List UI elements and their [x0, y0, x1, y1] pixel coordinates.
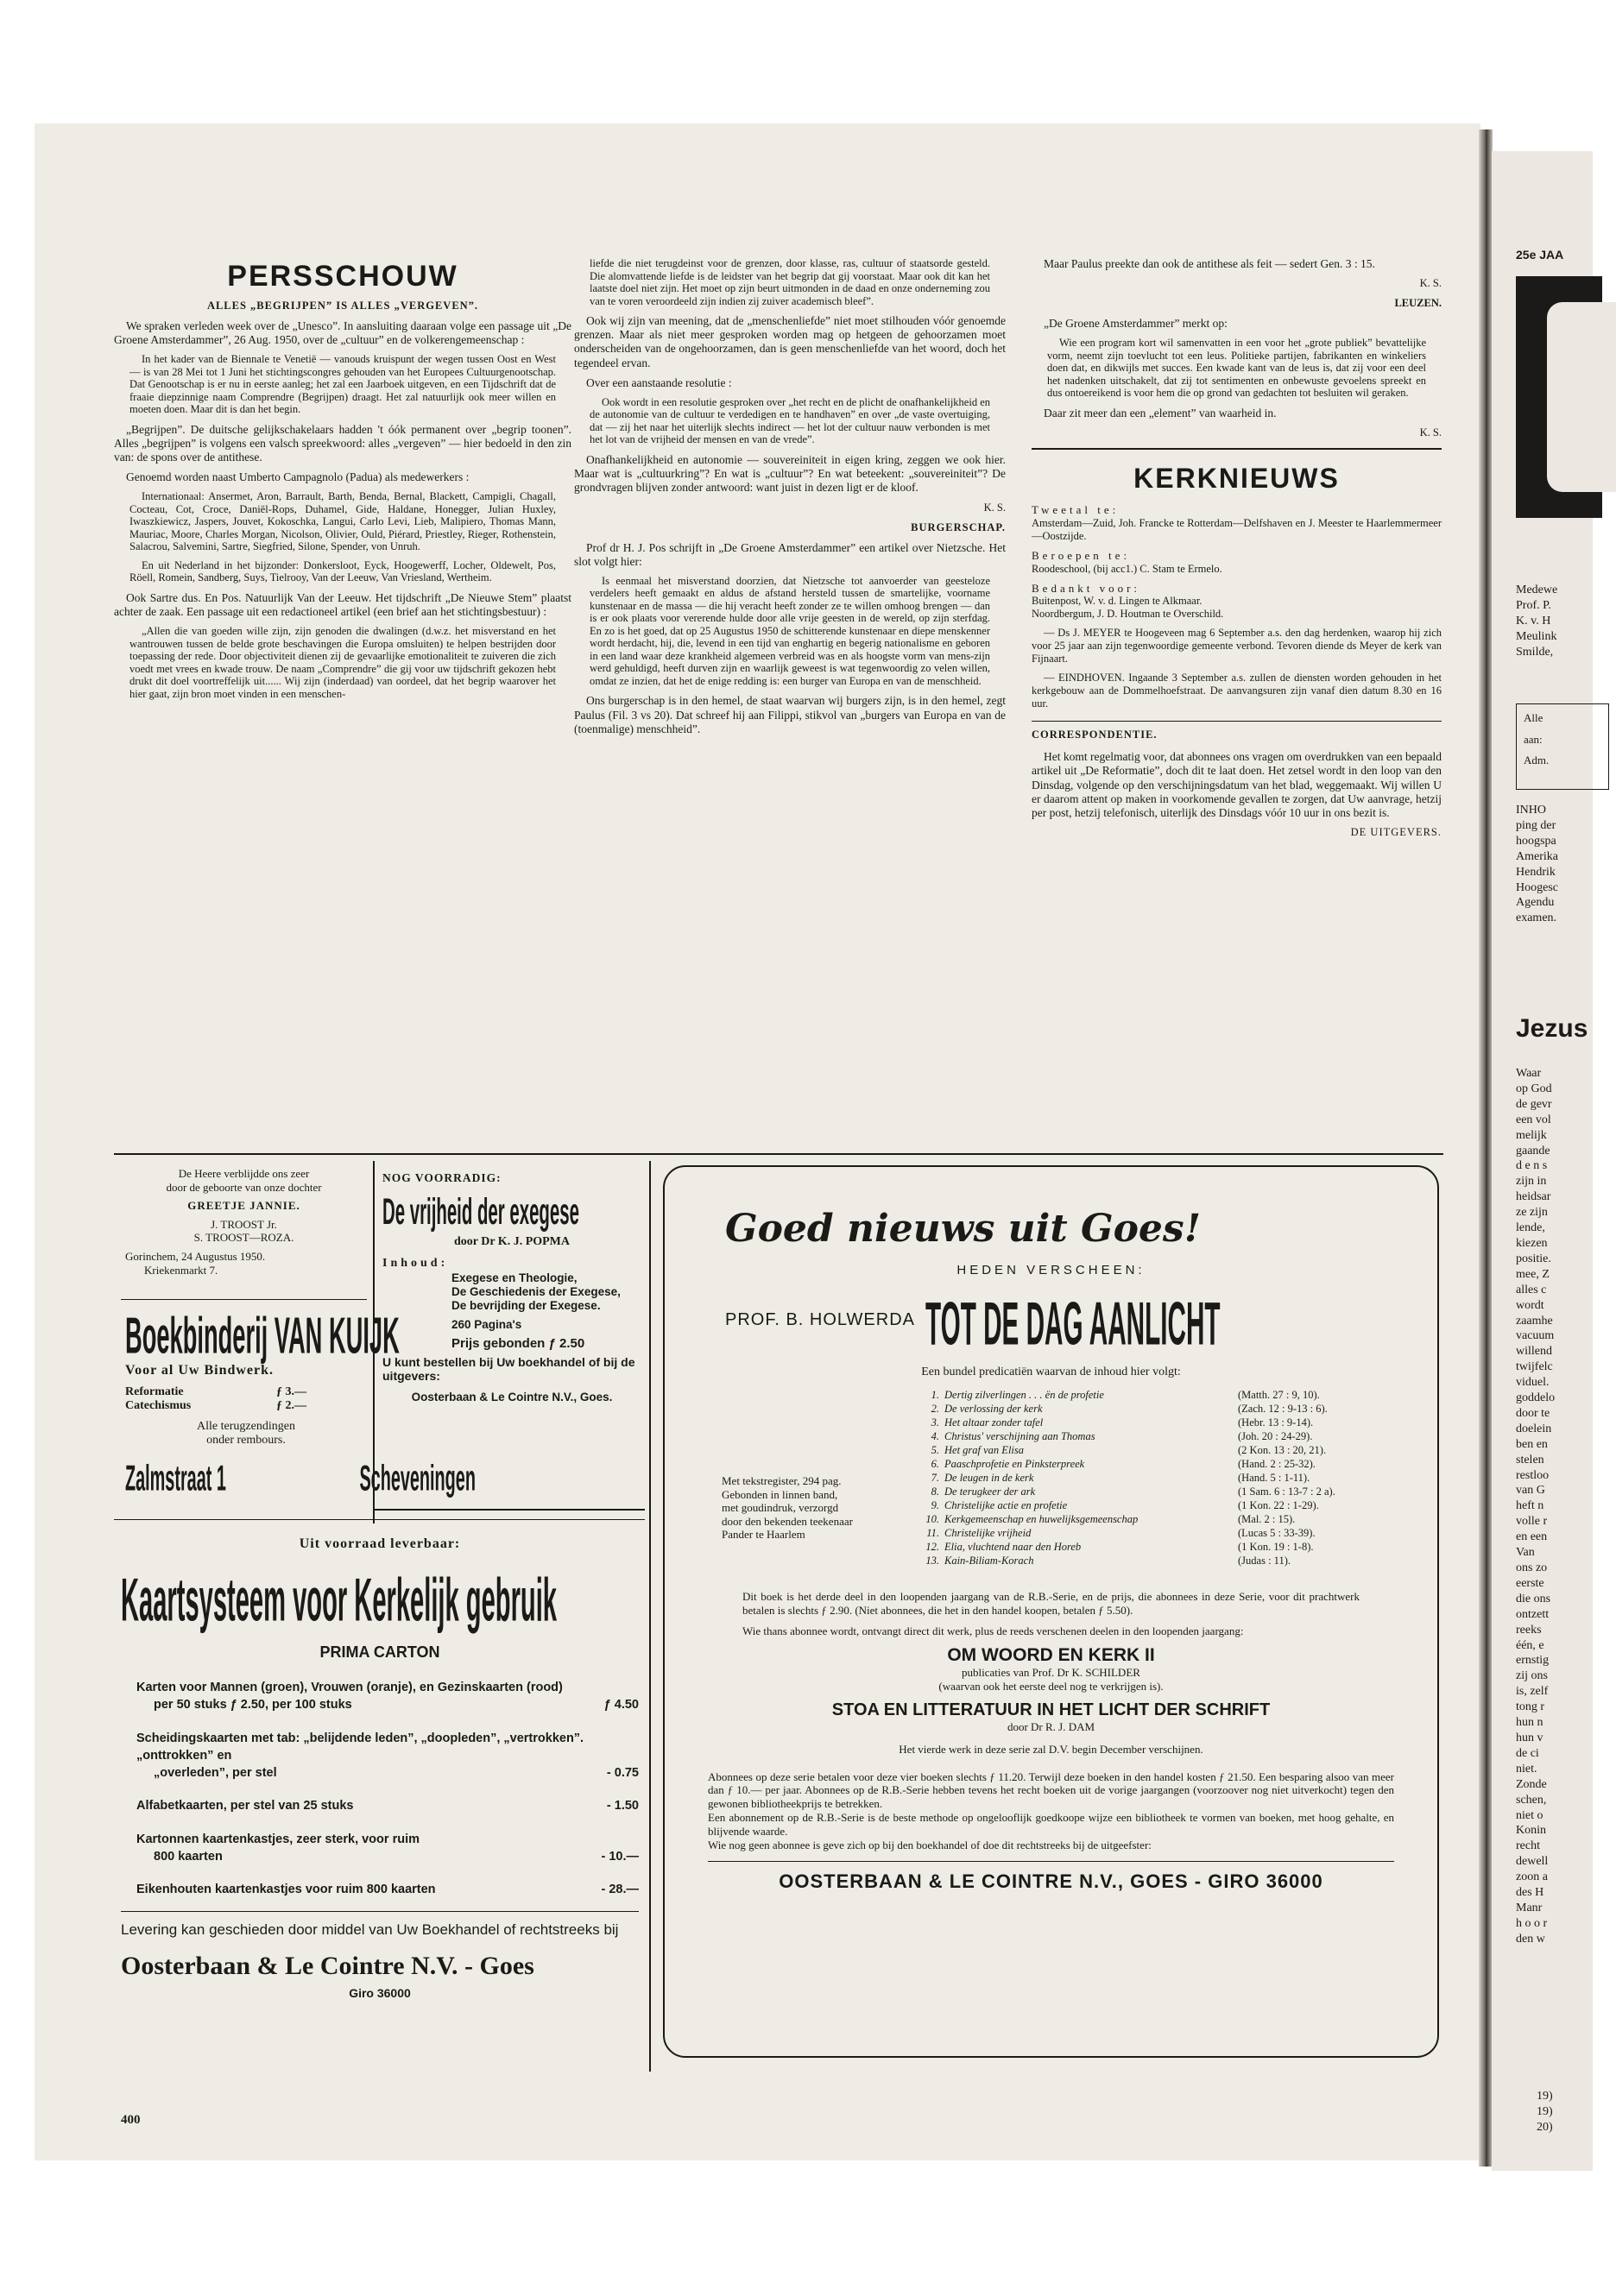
fragment-line: viduel.	[1516, 1376, 1550, 1390]
fragment-line: ping der	[1516, 818, 1556, 832]
toc-reference: (Hand. 5 : 1-11).	[1238, 1472, 1310, 1484]
section-heading: BURGERSCHAP.	[911, 520, 1006, 533]
quote-block	[590, 257, 990, 307]
toc-reference: (Lucas 5 : 33-39).	[1238, 1527, 1316, 1539]
toc-reference: (Hand. 2 : 25-32).	[1238, 1458, 1316, 1470]
label: Beroepen te:	[1032, 549, 1131, 563]
fragment-line: heft n	[1516, 1499, 1544, 1513]
kuijk-sub: Voor al Uw Bindwerk.	[125, 1363, 275, 1378]
address: Kriekenmarkt 7.	[144, 1263, 218, 1277]
fragment-line: heidsar	[1516, 1190, 1551, 1204]
fragment-line: Smilde,	[1516, 645, 1554, 659]
ad-van-kuijk	[125, 1308, 476, 1515]
persschouw-subtitle: ALLES „BEGRIJPEN” IS ALLES „VERGEVEN”.	[206, 299, 479, 312]
kaart-giro: Giro 36000	[349, 1985, 411, 2000]
column-persschouw	[114, 259, 571, 707]
toc-row	[920, 1429, 1335, 1443]
fragment-line: Amerika	[1516, 849, 1558, 863]
goes-note: Het vierde werk in deze serie zal D.V. begin December verschijnen.	[899, 1742, 1203, 1756]
goes-series-2: STOA EN LITTERATUUR IN HET LICHT DER SCHRIFT	[831, 1700, 1271, 1719]
fragment-line: Waar	[1516, 1067, 1542, 1080]
toc-reference: (Hebr. 13 : 9-14).	[1238, 1416, 1314, 1429]
section-divider	[114, 1153, 1443, 1155]
paragraph: Ook wij zijn van meening, dat de „menschenliefde” niet moet stilhouden vóór genoemde grenzen. Maar als niet meer gesproken worden mag op hetgeen de gehoorzamen moet onderscheiden van de ongehoorzamen, dan is geen menschenliefde van het woord, doch het tegendeel ervan.	[574, 314, 1006, 369]
divider	[114, 1519, 645, 1520]
fragment-line: de ci	[1516, 1746, 1539, 1760]
adjacent-masthead-block	[1516, 276, 1602, 518]
toc-title: Kerkgemeenschap en huwelijksgemeenschap	[944, 1513, 1139, 1525]
paragraph: — Ds J. MEYER te Hoogeveen mag 6 September a.s. den dag herdenken, waarop hij zich voor 25 jaar aan zijn tegenwoordige gemeente verbond. Tevoren diende ds Meyer de kerk van Fijnaart.	[1032, 627, 1442, 665]
popma-order: U kunt bestellen bij Uw boekhandel of bij de uitgevers:	[382, 1354, 635, 1384]
goes-book-title: TOT DE DAG AANLICHT	[925, 1290, 1221, 1359]
fragment-line: d e n s	[1516, 1159, 1548, 1173]
goes-book-details: Met tekstregister, 294 pag. Gebonden in linnen band, met goudindruk, verzorgd door den bekenden teekenaar Pander te Haarlem	[722, 1474, 853, 1542]
fragment-line: ontzett	[1516, 1607, 1550, 1621]
toc-reference: (1 Kon. 19 : 1-8).	[1238, 1541, 1314, 1553]
paragraph: „Begrijpen”. De duitsche gelijkschakelaars hadden 't óók permanent over „begrip toonen”. Alles „begrijpen” is volgens een valsch spreekwoord: alles „vergeven” — hier bedoeld in den zin van: de spons over de antithese.	[114, 422, 571, 464]
toc-number: 8.	[931, 1485, 939, 1498]
paragraph: Ons burgerschap is in den hemel, de staat waarvan wij burgers zijn, is in den hemel, zegt Paulus (Fil. 3 vs 20). Dat schreef hij aan Filippi, stikvol van „burgers van Europa en van de (toenmalige) menschheid”.	[574, 694, 1006, 735]
fragment-line: Manr	[1516, 1901, 1543, 1914]
toc-title: Dertig zilverlingen . . . ën de profetie	[944, 1389, 1104, 1401]
label: Tweetal te:	[1032, 503, 1120, 517]
toc-row	[920, 1526, 1335, 1540]
fragment-line: stelen	[1516, 1453, 1544, 1467]
toc-row	[920, 1554, 1335, 1567]
paragraph: Maar Paulus preekte dan ook de antithese als feit — sedert Gen. 3 : 15.	[1044, 257, 1375, 270]
fragment-line: de gevr	[1516, 1097, 1552, 1111]
toc-row	[920, 1498, 1335, 1512]
toc-number: 9.	[931, 1499, 939, 1511]
fragment-line: een vol	[1516, 1113, 1551, 1126]
kaart-items: Karten voor Mannen (groen), Vrouwen (oranje), en Gezinskaarten (rood) per 50 stuks ƒ 2.50, per 100 stuks ƒ 4.50 Scheidingskaarten met tab: „belijdende leden”, „doopleden”, „vertrokken”. „onttrokken” en „overleden”, per stel - 0.75 Alfabetkaarten, per stel van 25 stuks - 1.50 Kartonnen kaartenkastjes, zeer sterk, voor ruim 800 kaarten - 10.— Eikenhouten kaartenkastjes voor ruim 800 kaarten - 28.—	[136, 1681, 639, 1897]
kaart-sub: PRIMA CARTON	[319, 1643, 440, 1661]
fragment-line: goddelo	[1516, 1391, 1556, 1405]
goes-table-of-contents	[920, 1388, 1335, 1567]
paragraph: Onafhankelijkheid en autonomie — souvereiniteit in eigen kring, zeggen we ook hier. Maar wat is „cultuurkring”? En wat is „cultuur”? En wat beteekent: „souvereiniteit”? De grondvragen blijven zonder antwoord: want juist in dezen ligt er de kloof.	[574, 452, 1006, 495]
kaart-top: Uit voorraad leverbaar:	[299, 1536, 461, 1551]
toc-number: 6.	[931, 1458, 939, 1470]
quote-block	[590, 396, 990, 446]
toc-row	[920, 1512, 1335, 1526]
goes-contents-area	[691, 1388, 1411, 1567]
toc-reference: (Matth. 27 : 9, 10).	[1238, 1389, 1320, 1401]
toc-row	[920, 1540, 1335, 1554]
ad-goes	[691, 1183, 1411, 1893]
adjacent-header: 25e JAA	[1516, 248, 1564, 262]
fragment-line: reeks	[1516, 1623, 1542, 1637]
kerknieuws-title: KERKNIEUWS	[1133, 463, 1340, 495]
toc-title: De terugkeer der ark	[944, 1485, 1036, 1498]
toc-row	[920, 1457, 1335, 1471]
adjacent-body	[1516, 1066, 1555, 1947]
fragment-line: recht	[1516, 1839, 1540, 1853]
signature: K. S.	[1419, 426, 1442, 439]
fragment-line: positie.	[1516, 1252, 1551, 1265]
paragraph: Genoemd worden naast Umberto Campagnolo (Padua) als medewerkers :	[126, 470, 470, 484]
fragment-line: vacuum	[1516, 1329, 1555, 1343]
kaart-levering: Levering kan geschieden door middel van Uw Boekhandel of rechtstreeks bij	[121, 1921, 619, 1938]
paragraph: Over een aanstaande resolutie :	[586, 375, 732, 389]
toc-row	[920, 1443, 1335, 1457]
fragment-line: eerste	[1516, 1576, 1544, 1590]
paragraph: Amsterdam—Zuid, Joh. Francke te Rotterdam—Delfshaven en J. Meester te Haarlemmermeer—Oostzijde.	[1032, 517, 1442, 543]
toc-reference: (2 Kon. 13 : 20, 21).	[1238, 1444, 1327, 1456]
fragment-line: zij ons	[1516, 1669, 1548, 1683]
page-fold	[1479, 129, 1493, 2167]
toc-title: Christelijke actie en profetie	[944, 1499, 1068, 1511]
fragment-line: niet o	[1516, 1808, 1543, 1822]
ann-line: door de geboorte van onze dochter	[166, 1180, 322, 1194]
fragment-line: van G	[1516, 1484, 1545, 1498]
toc-number: 1.	[931, 1389, 939, 1401]
popma-publisher: Oosterbaan & Le Cointre N.V., Goes.	[411, 1391, 613, 1404]
fragment-line: mee, Z	[1516, 1267, 1550, 1281]
paragraph: Buitenpost, W. v. d. Lingen te Alkmaar.	[1032, 595, 1203, 608]
fragment-line: ernstig	[1516, 1654, 1550, 1668]
goes-author: PROF. B. HOLWERDA	[725, 1309, 915, 1329]
ad-kaartsysteem	[121, 1536, 639, 2000]
fragment-line: 20)	[1537, 2120, 1553, 2134]
fragment-line: h o o r	[1516, 1916, 1548, 1930]
vertical-divider	[649, 1161, 651, 2072]
toc-row	[920, 1402, 1335, 1416]
price-row: Reformatie ƒ 3.—	[125, 1385, 306, 1398]
paragraph: Ook Sartre dus. En Pos. Natuurlijk Van der Leeuw. Het tijdschrift „De Nieuwe Stem” plaatst achter de zaak. Een passage uit een redactioneel artikel (een brief aan het stichtingsbestuur) :	[114, 590, 571, 619]
divider	[121, 1299, 367, 1300]
popma-inhoud: Inhoud:	[382, 1256, 449, 1270]
toc-title: De verlossing der kerk	[944, 1403, 1043, 1415]
fragment-line: hun n	[1516, 1716, 1543, 1730]
goes-series-1-sub: publicaties van Prof. Dr K. SCHILDER	[962, 1665, 1140, 1679]
goes-bundel: Een bundel predicatiën waarvan de inhoud hier volgt:	[921, 1366, 1181, 1378]
fragment-line: zaamhe	[1516, 1314, 1553, 1328]
fragment-line: zoon a	[1516, 1870, 1548, 1884]
fragment-line: des H	[1516, 1886, 1544, 1900]
quote-block	[590, 575, 990, 688]
fragment-line: 19)	[1537, 2090, 1553, 2103]
fragment-line: Van	[1516, 1546, 1535, 1560]
fragment-line: ze zijn	[1516, 1206, 1548, 1220]
paragraph: Het komt regelmatig voor, dat abonnees ons vragen om overdrukken van een bepaald artikel uit „De Reformatie”, doch dit te laat doen. Het zetsel wordt in den loop van den Dinsdag, volgende op den verschijningsdatum van het blad, weggemaakt. Wij willen U er daarom attent op maken in voorkomende gevallen te zorgen, dat Uw aanvrage, hetzij per post, hetzij telefonisch, uiterlijk des Dinsdags vóór 10 uur in ons bezit is.	[1032, 750, 1442, 819]
section-heading: LEUZEN.	[1394, 297, 1442, 310]
fragment-line: Agendu	[1516, 896, 1555, 910]
popma-tag: NOG VOORRADIG:	[382, 1171, 502, 1184]
toc-row	[920, 1416, 1335, 1429]
toc-number: 5.	[931, 1444, 939, 1456]
goes-series-1-note: (waarvan ook het eerste deel nog te verkrijgen is).	[938, 1679, 1164, 1693]
paragraph: — EINDHOVEN. Ingaande 3 September a.s. zullen de diensten worden gehouden in het kerkgebouw aan de Dommelhoefstraat. De aanvangsuren zijn vanaf dien datum 8.30 en 16 uur.	[1032, 672, 1442, 710]
fragment-line: willend	[1516, 1345, 1552, 1359]
toc-row	[920, 1388, 1335, 1402]
persschouw-title: PERSSCHOUW	[227, 260, 458, 293]
quote-block	[129, 625, 556, 700]
paragraph: Roodeschool, (bij acc1.) C. Stam te Ermelo.	[1032, 562, 1222, 575]
fragment-line: schen,	[1516, 1793, 1547, 1807]
signature: K. S.	[983, 501, 1006, 514]
fragment-line: op God	[1516, 1082, 1552, 1095]
label: Bedankt voor:	[1032, 581, 1141, 595]
adjacent-notes	[1537, 2089, 1553, 2135]
toc-reference: (1 Sam. 6 : 13-7 : 2 a).	[1238, 1485, 1335, 1498]
divider	[121, 1911, 639, 1912]
toc-number: 2.	[931, 1403, 939, 1415]
goes-body: Dit boek is het derde deel in den loopenden jaargang van de R.B.-Serie, en de prijs, die abonnees in deze Serie, voor dit prachtwerk betalen is slechts ƒ 2.90. (Niet abonnees, die het in den handel koopen, betalen ƒ 5.50). Wie thans abonnee wordt, ontvangt direct dit werk, plus de reeds verschenen deelen in den loopenden jaargang:	[742, 1590, 1360, 1637]
adjacent-contributors	[1516, 583, 1557, 660]
quote-text: Wie een program kort wil samenvatten in een voor het „grote publiek” bevattelijke vorm, neemt zijn toevlucht tot een leus. Politieke partijen, fabrikanten en winkeliers doen dat, en dikwijls met succes. Een kwade kant van de leus is, dat zij voor een deel het nadenken uitschakelt, dat zij tot sentimenten en onbewuste gevoelens spreekt en dus ontoereikend is voor hem die op grond van gedachten tot besluiten wil geraken.	[1047, 337, 1426, 400]
signature: K. S.	[1419, 277, 1442, 290]
toc-reference: (1 Kon. 22 : 1-29).	[1238, 1499, 1319, 1511]
toc-number: 10.	[925, 1513, 939, 1525]
fragment-line: Hendrik	[1516, 865, 1556, 879]
goes-verschenen: HEDEN VERSCHEEN:	[956, 1263, 1146, 1277]
fragment-line: Meulink	[1516, 629, 1557, 643]
quote-text: In het kader van de Biennale te Venetië — vanouds kruispunt der wegen tussen Oost en West — is van 28 Mei tot 1 Juni het stichtingscongres gehouden van het Europees Cultuurgenootschap. Dat Genootschap is er nu in eerste aanleg; het zal een Jaarboek uitgeven, en een Tijdschrift dat de fraaie diepzinnige naam Comprendre (Begrijpen) draagt. Het zal natuurlijk ook meer willen en moeten doen. Maar dit is dan het begin.	[129, 353, 556, 416]
toc-reference: (Joh. 20 : 24-29).	[1238, 1430, 1313, 1442]
quote-text: Ook wordt in een resolutie gesproken over „het recht en de plicht de onafhankelijkheid en de autonomie van de cultuur te verdedigen en te handhaven” en over „de vaste overtuiging, dat — zij het naar het uiterlijk slechts indirect — het lot der cultuur nauw verbonden is met het lot van de vrijheid der mensen en van de vrede”.	[590, 395, 990, 446]
fragment-line: lende,	[1516, 1221, 1545, 1235]
column-middle	[574, 257, 1006, 742]
fragment-line: alles c	[1516, 1283, 1547, 1296]
signature: DE UITGEVERS.	[1350, 826, 1442, 839]
divider	[373, 1509, 645, 1511]
kaart-publisher: Oosterbaan & Le Cointre N.V. - Goes	[121, 1951, 534, 1980]
fragment-line: Konin	[1516, 1824, 1546, 1838]
fragment-line: kiezen	[1516, 1236, 1548, 1250]
toc-row	[920, 1485, 1335, 1498]
fragment-line: en een	[1516, 1530, 1548, 1544]
kuijk-title: Boekbinderij VAN KUIJK	[125, 1308, 400, 1366]
goes-series-2-sub: door Dr R. J. DAM	[1007, 1719, 1095, 1733]
fragment-line: is, zelf	[1516, 1685, 1549, 1699]
adjacent-contents	[1516, 803, 1558, 926]
fragment-line: ons zo	[1516, 1561, 1548, 1574]
child-name: GREETJE JANNIE.	[187, 1199, 300, 1213]
toc-title: Christus' verschijning aan Thomas	[944, 1430, 1095, 1442]
fragment-line: wordt	[1516, 1298, 1544, 1312]
goes-body-2: Abonnees op deze serie betalen voor deze vier boeken slechts ƒ 11.20. Terwijl deze boeken in den handel kosten ƒ 21.50. Een besparing alsoo van meer dan ƒ 10.— per jaar. Abonnees op de R.B.-Serie hebben tevens het recht boeken uit de vorige jaargangen (voorzoover nog niet uitverkocht) tegen den gewonen bibliotheekprijs te betrekken. Een abonnement op de R.B.-Serie is de beste methode op ongelooflijk goedkoope wijze een bibliotheek te vormen van boeken, met hoog gehalte, en blijvende waarde. Wie nog geen abonnee is geve zich op bij den boekhandel of doe dit rechtstreeks bij de uitgeefster:	[708, 1769, 1394, 1851]
fragment-line: Zonde	[1516, 1777, 1547, 1791]
toc-reference: (Judas : 11).	[1238, 1555, 1291, 1567]
toc-number: 13.	[925, 1555, 939, 1567]
paragraph: Daar zit meer dan een „element” van waarheid in.	[1044, 406, 1277, 419]
quote-text: liefde die niet terugdeinst voor de grenzen, door klasse, ras, cultuur of staatsorde gesteld. Die alomvattende liefde is de leidster van het begrip dat gij voorstaat. Maar ook dit kan het laatste doel niet zijn. Het moet op zijn beurt uitmonden in de daad en onze onderneming zou van te voren veroordeeld zijn indien zij zuiver academisch bleef”.	[590, 257, 990, 307]
fragment-line: Hoogesc	[1516, 880, 1558, 894]
fragment-line: één, e	[1516, 1638, 1544, 1652]
fragment-line: gaande	[1516, 1144, 1550, 1157]
fragment-line: examen.	[1516, 911, 1557, 925]
fragment-line: den w	[1516, 1932, 1545, 1946]
fragment-line: restloo	[1516, 1468, 1550, 1482]
fragment-line: die ons	[1516, 1592, 1551, 1605]
popma-author: door Dr K. J. POPMA	[453, 1235, 571, 1249]
price-row: Catechismus ƒ 2.—	[125, 1399, 306, 1412]
section-heading: CORRESPONDENTIE.	[1032, 729, 1158, 741]
quote-text: „Allen die van goeden wille zijn, zijn genoden die dwalingen (d.w.z. het misverstand en het wantrouwen tussen de belde grote beschavingen die Europa omsluiten) te helpen bestrijden door toepassing der rede. Door objectiviteit dienen zij de gevaarlijke emotionaliteit te zuiveren die zich voedt met vrees en kwade trouw. De naam „Comprendre” die gij voor uw tijdschrift gekozen hebt drukt dit doel voortreffelijk uit...... Wij zijn (inderdaad) van oordeel, dat het begrip waarover het hier gaat, zijn bron moet vinden in een menschen-	[129, 625, 556, 700]
place-date: Gorinchem, 24 Augustus 1950.	[125, 1249, 266, 1263]
paragraph: We spraken verleden week over de „Unesco”. In aansluiting daaraan volge een passage uit „De Groene Amsterdammer”, 26 Aug. 1950, over de „cultuur” en de volkerengemeenschap :	[114, 319, 571, 346]
fragment-line: dewell	[1516, 1855, 1549, 1869]
fragment-line: INHO	[1516, 804, 1546, 817]
toc-title: Elia, vluchtend naar den Horeb	[944, 1541, 1082, 1553]
page-number: 400	[121, 2113, 141, 2127]
fragment-line: melijk	[1516, 1128, 1547, 1142]
fragment-line: K. v. H	[1516, 614, 1551, 628]
vertical-divider	[373, 1161, 375, 1523]
paragraph: Noordbergum, J. D. Houtman te Overschild.	[1032, 608, 1224, 621]
fragment-line: Prof. P.	[1516, 598, 1551, 612]
divider	[1032, 721, 1442, 722]
toc-reference: (Zach. 12 : 9-13 : 6).	[1238, 1403, 1328, 1415]
fragment-line: doelein	[1516, 1422, 1552, 1435]
goes-title: Goed nieuws uit Goes!	[725, 1207, 1202, 1251]
toc-number: 4.	[931, 1430, 939, 1442]
adjacent-page	[1492, 151, 1593, 2171]
divider	[1032, 448, 1442, 450]
toc-title: Het graf van Elisa	[944, 1444, 1025, 1456]
ann-line: De Heere verblijdde ons zeer	[178, 1167, 310, 1180]
paragraph: „De Groene Amsterdammer” merkt op:	[1044, 317, 1228, 331]
kuijk-address: Zalmstraat 1 Scheveningen	[125, 1458, 476, 1498]
quote-block	[129, 353, 556, 416]
fragment-line: volle r	[1516, 1515, 1548, 1529]
parent-name: J. TROOST Jr.	[211, 1217, 277, 1231]
goes-footer: OOSTERBAAN & LE COINTRE N.V., GOES - GIRO 36000	[779, 1870, 1323, 1892]
quote-text: Is eenmaal het misverstand doorzien, dat Nietzsche tot aanvoerder van geesteloze verdelers heeft gemaakt en aldus de afstand hersteld tussen de smartelijke, voorname kunstenaar en de massa — die hij veracht heeft zonder ze te willen omhoog brengen — dan is er ook plaats voor vererende hulde door alle vrije geesten in de wereld, op zijn sterfdag. En zo is het goed, dat op 25 Augustus 1950 de schitterende kunstenaar en diepe menskenner wordt herdacht, hij, die, levend in een tijd van enghartig en begerig nationalisme en geboren in een land waar deze krankheid algemeen verbreid was en als hoogste vorm van mens-zijn werd gehuldigd, heeft durven zijn en waarlijk geweest is wat tegenwoordig zo velen willen, omdat ze inzien, dat het de enige redding is: een burger van Europa en van de menschheid.	[590, 574, 990, 687]
toc-number: 12.	[925, 1541, 939, 1553]
kuijk-note: Alle terugzendingen	[197, 1420, 295, 1433]
toc-title: Paaschprofetie en Pinksterpreek	[944, 1458, 1085, 1470]
toc-reference: (Mal. 2 : 15).	[1238, 1513, 1296, 1525]
fragment-line: door te	[1516, 1406, 1550, 1420]
paragraph: Prof dr H. J. Pos schrijft in „De Groene Amsterdammer” een artikel over Nietzsche. Het slot volgt hier:	[574, 540, 1006, 568]
toc-number: 11.	[926, 1527, 939, 1539]
quote-block	[1047, 337, 1426, 400]
ad-popma	[382, 1171, 641, 1404]
goes-book-line	[691, 1290, 1411, 1359]
column-right	[1032, 257, 1442, 846]
toc-title: De leugen in de kerk	[944, 1472, 1034, 1484]
fragment-line: hoogspa	[1516, 834, 1556, 848]
fragment-line: 19)	[1537, 2104, 1553, 2118]
fragment-line: niet.	[1516, 1762, 1537, 1776]
adjacent-heading: Jezus	[1516, 1014, 1588, 1043]
fragment-line: hun v	[1516, 1731, 1543, 1744]
toc-title: Kain-Biliam-Korach	[944, 1555, 1034, 1567]
toc-row	[920, 1471, 1335, 1485]
quote-block	[129, 490, 556, 584]
birth-announcement	[125, 1167, 363, 1277]
quote-text: En uit Nederland in het bijzonder: Donkersloot, Eyck, Hoogewerff, Locher, Oldewelt, Pos, Röell, Romein, Sandberg, Suys, Tielrooy, Van der Leeuw, Van Vriesland, Wertheim.	[129, 558, 556, 584]
toc-title: Het altaar zonder tafel	[944, 1416, 1044, 1429]
fragment-line: zijn in	[1516, 1175, 1547, 1189]
popma-title: De vrijheid der exegese	[382, 1191, 579, 1233]
toc-title: Christelijke vrijheid	[944, 1527, 1032, 1539]
fragment-line: ben en	[1516, 1437, 1548, 1451]
popma-contents: Exegese en Theologie, De Geschiedenis der Exegese, De bevrijding der Exegese. 260 Pagina's Prijs gebonden ƒ 2.50	[451, 1271, 621, 1351]
toc-number: 3.	[931, 1416, 939, 1429]
kaart-title: Kaartsysteem voor Kerkelijk gebruik	[121, 1567, 557, 1635]
goes-series-1: OM WOORD EN KERK II	[947, 1644, 1155, 1665]
divider	[708, 1861, 1394, 1862]
fragment-line: tong r	[1516, 1700, 1545, 1714]
toc-number: 7.	[931, 1472, 939, 1484]
adjacent-admin-box: Alle aan: Adm.	[1516, 703, 1609, 790]
parent-name: S. TROOST—ROZA.	[193, 1231, 294, 1245]
fragment-line: Medewe	[1516, 583, 1558, 596]
quote-text: Internationaal: Ansermet, Aron, Barrault, Barth, Benda, Bernal, Blackett, Campigli, Chagall, Cocteau, Cot, Croce, Daniël-Rops, Duhamel, Gide, Haldane, Honegger, Julian Huxley, Iwaszkiewicz, Jaspers, Jouvet, Kokoschka, Langui, Carlo Levi, Lieb, Malipiero, Thomas Mann, Mauriac, Moore, Charles Morgan, Nicolson, Olivier, Ould, Piérard, Priestley, Rieger, Rothenstein, Salacrou, Salvemini, Sartre, Siegfried, Silone, Spender, von Unruh.	[129, 490, 556, 553]
fragment-line: twijfelc	[1516, 1360, 1553, 1374]
kuijk-note: onder rembours.	[206, 1434, 286, 1447]
